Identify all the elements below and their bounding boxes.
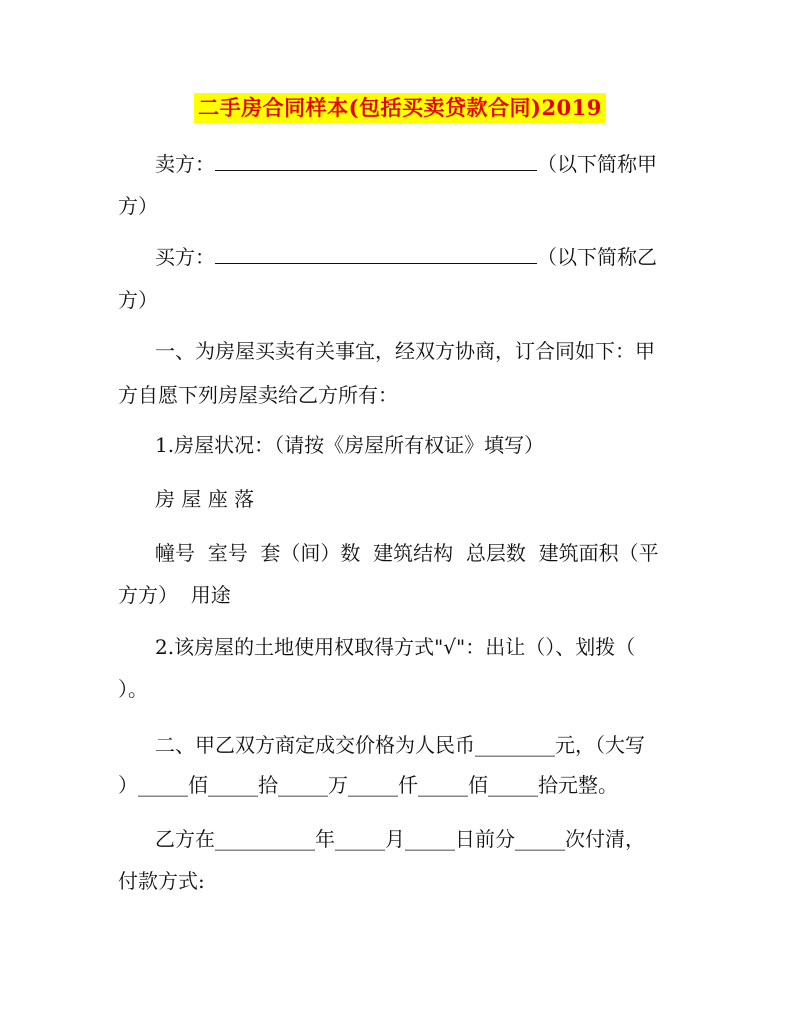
- clause2-line1: 二、甲乙双方商定成交价格为人民币________元，（大写: [155, 733, 645, 757]
- payment-line2: 付款方式:: [118, 869, 205, 893]
- document-title: 二手房合同样本(包括买卖贷款合同)2019: [194, 93, 606, 123]
- title-container: [0, 93, 800, 123]
- item1-house-status: 1.房屋状况：（请按《房屋所有权证》填写）: [155, 433, 545, 457]
- seller-suffix: （以下简称甲: [537, 152, 657, 176]
- seller-label: 卖方：: [155, 152, 215, 176]
- item2-line1: 2.该房屋的土地使用权取得方式"√"：出让（）、划拨（: [155, 635, 636, 659]
- buyer-line: [155, 243, 690, 270]
- item2-line2: ）。: [118, 677, 148, 701]
- seller-line-cont: 方）: [118, 194, 158, 218]
- buyer-suffix: （以下简称乙: [537, 245, 657, 269]
- clause1-line1: 一、为房屋买卖有关事宜，经双方协商，订合同如下：甲: [155, 339, 655, 363]
- buyer-blank: [215, 243, 537, 264]
- buyer-label: 买方：: [155, 245, 215, 269]
- buyer-line-cont: 方）: [118, 288, 158, 312]
- attributes-line1: 幢号 室号 套（间）数 建筑结构 总层数 建筑面积（平: [155, 541, 659, 565]
- clause2-line2: ）_____佰_____拾_____万_____仟_____佰_____拾元整。: [118, 773, 618, 797]
- seller-line: [155, 150, 690, 177]
- clause1-line2: 方自愿下列房屋卖给乙方所有：: [118, 383, 398, 407]
- house-location-label: 房 屋 座 落: [155, 487, 255, 511]
- seller-blank: [215, 150, 537, 171]
- attributes-line2: 方方） 用途: [118, 583, 231, 607]
- payment-line1: 乙方在__________年_____月_____日前分_____次付清，: [155, 827, 645, 851]
